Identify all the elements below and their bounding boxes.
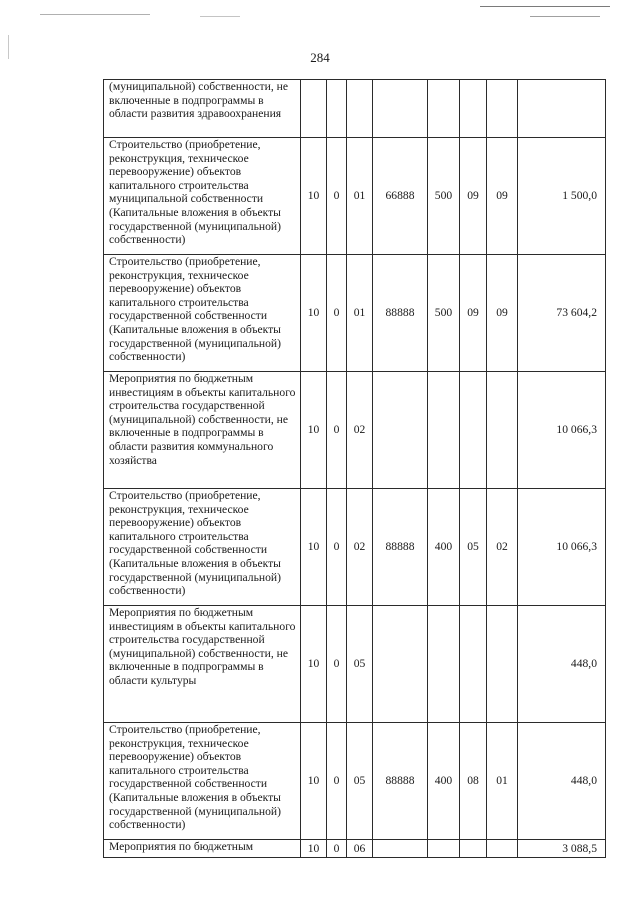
table-row [104, 138, 606, 255]
code-section-cell: 08 [460, 723, 487, 840]
code-program-cell: 10 [301, 723, 327, 840]
table-row [104, 606, 606, 723]
table-row [104, 840, 606, 858]
table-row [104, 80, 606, 138]
code-type-cell: 500 [428, 138, 460, 255]
code-expense-cell: 88888 [373, 489, 428, 606]
code-type-cell [428, 840, 460, 858]
row-name-cell: (муниципальной) собственности, не включенные в подпрограммы в области развития здравоохранения [104, 80, 301, 138]
row-name-cell: Мероприятия по бюджетным инвестициям в объекты капитального строительства государственной (муниципальной) собственности, не включенные в подпрограммы в области культуры [104, 606, 301, 723]
code-direction-cell: 05 [347, 606, 373, 723]
code-expense-cell: 66888 [373, 138, 428, 255]
code-subprogram-cell [327, 80, 347, 138]
code-direction-cell: 01 [347, 138, 373, 255]
row-name-cell: Строительство (приобретение, реконструкция, техническое перевооружение) объектов капитального строительства государственной собственности (Капитальные вложения в объекты государственной (муниципальной) собственности) [104, 489, 301, 606]
code-subsection-cell [487, 372, 518, 489]
code-subsection-cell [487, 606, 518, 723]
code-subsection-cell: 02 [487, 489, 518, 606]
code-program-cell: 10 [301, 606, 327, 723]
amount-cell: 73 604,2 [518, 255, 606, 372]
code-expense-cell [373, 840, 428, 858]
code-section-cell: 09 [460, 138, 487, 255]
code-direction-cell: 02 [347, 489, 373, 606]
code-program-cell: 10 [301, 255, 327, 372]
scan-artifact-line [40, 14, 150, 15]
code-subsection-cell [487, 840, 518, 858]
code-section-cell [460, 80, 487, 138]
code-subprogram-cell: 0 [327, 255, 347, 372]
code-subsection-cell [487, 80, 518, 138]
code-section-cell: 05 [460, 489, 487, 606]
amount-cell: 448,0 [518, 723, 606, 840]
code-section-cell [460, 372, 487, 489]
code-type-cell: 400 [428, 489, 460, 606]
code-expense-cell [373, 372, 428, 489]
code-expense-cell [373, 606, 428, 723]
row-name-cell: Строительство (приобретение, реконструкция, техническое перевооружение) объектов капитального строительства государственной собственности (Капитальные вложения в объекты государственной (муниципальной) собственности) [104, 723, 301, 840]
row-name-cell: Мероприятия по бюджетным [104, 840, 301, 858]
code-subprogram-cell: 0 [327, 138, 347, 255]
scan-artifact-line [200, 16, 240, 17]
amount-cell [518, 80, 606, 138]
scan-artifact-line [530, 16, 600, 17]
code-program-cell: 10 [301, 372, 327, 489]
amount-cell: 10 066,3 [518, 489, 606, 606]
code-direction-cell: 05 [347, 723, 373, 840]
code-direction-cell: 02 [347, 372, 373, 489]
budget-table [103, 79, 606, 858]
code-subprogram-cell: 0 [327, 723, 347, 840]
code-subprogram-cell: 0 [327, 372, 347, 489]
code-subsection-cell: 09 [487, 255, 518, 372]
code-program-cell: 10 [301, 489, 327, 606]
amount-cell: 3 088,5 [518, 840, 606, 858]
table-row [104, 489, 606, 606]
code-type-cell [428, 606, 460, 723]
code-program-cell: 10 [301, 840, 327, 858]
scan-artifact-line [480, 6, 610, 7]
code-subprogram-cell: 0 [327, 840, 347, 858]
code-subprogram-cell: 0 [327, 606, 347, 723]
code-section-cell [460, 606, 487, 723]
amount-cell: 1 500,0 [518, 138, 606, 255]
row-name-cell: Мероприятия по бюджетным инвестициям в объекты капитального строительства государственной (муниципальной) собственности, не включенные в подпрограммы в области развития коммунального хозяйства [104, 372, 301, 489]
code-direction-cell [347, 80, 373, 138]
table-row [104, 723, 606, 840]
code-type-cell: 500 [428, 255, 460, 372]
code-subprogram-cell: 0 [327, 489, 347, 606]
row-name-cell: Строительство (приобретение, реконструкция, техническое перевооружение) объектов капитального строительства государственной собственности (Капитальные вложения в объекты государственной (муниципальной) собственности) [104, 255, 301, 372]
code-expense-cell: 88888 [373, 255, 428, 372]
code-type-cell [428, 372, 460, 489]
amount-cell: 10 066,3 [518, 372, 606, 489]
table-row [104, 255, 606, 372]
code-section-cell [460, 840, 487, 858]
code-subsection-cell: 09 [487, 138, 518, 255]
row-name-cell: Строительство (приобретение, реконструкция, техническое перевооружение) объектов капитального строительства муниципальной собственности (Капитальные вложения в объекты государственной (муниципальной) собственности) [104, 138, 301, 255]
code-expense-cell: 88888 [373, 723, 428, 840]
code-direction-cell: 06 [347, 840, 373, 858]
page-number: 284 [310, 50, 330, 65]
amount-cell: 448,0 [518, 606, 606, 723]
code-program-cell [301, 80, 327, 138]
table-row [104, 372, 606, 489]
code-type-cell: 400 [428, 723, 460, 840]
code-subsection-cell: 01 [487, 723, 518, 840]
code-program-cell: 10 [301, 138, 327, 255]
code-section-cell: 09 [460, 255, 487, 372]
code-type-cell [428, 80, 460, 138]
code-expense-cell [373, 80, 428, 138]
code-direction-cell: 01 [347, 255, 373, 372]
